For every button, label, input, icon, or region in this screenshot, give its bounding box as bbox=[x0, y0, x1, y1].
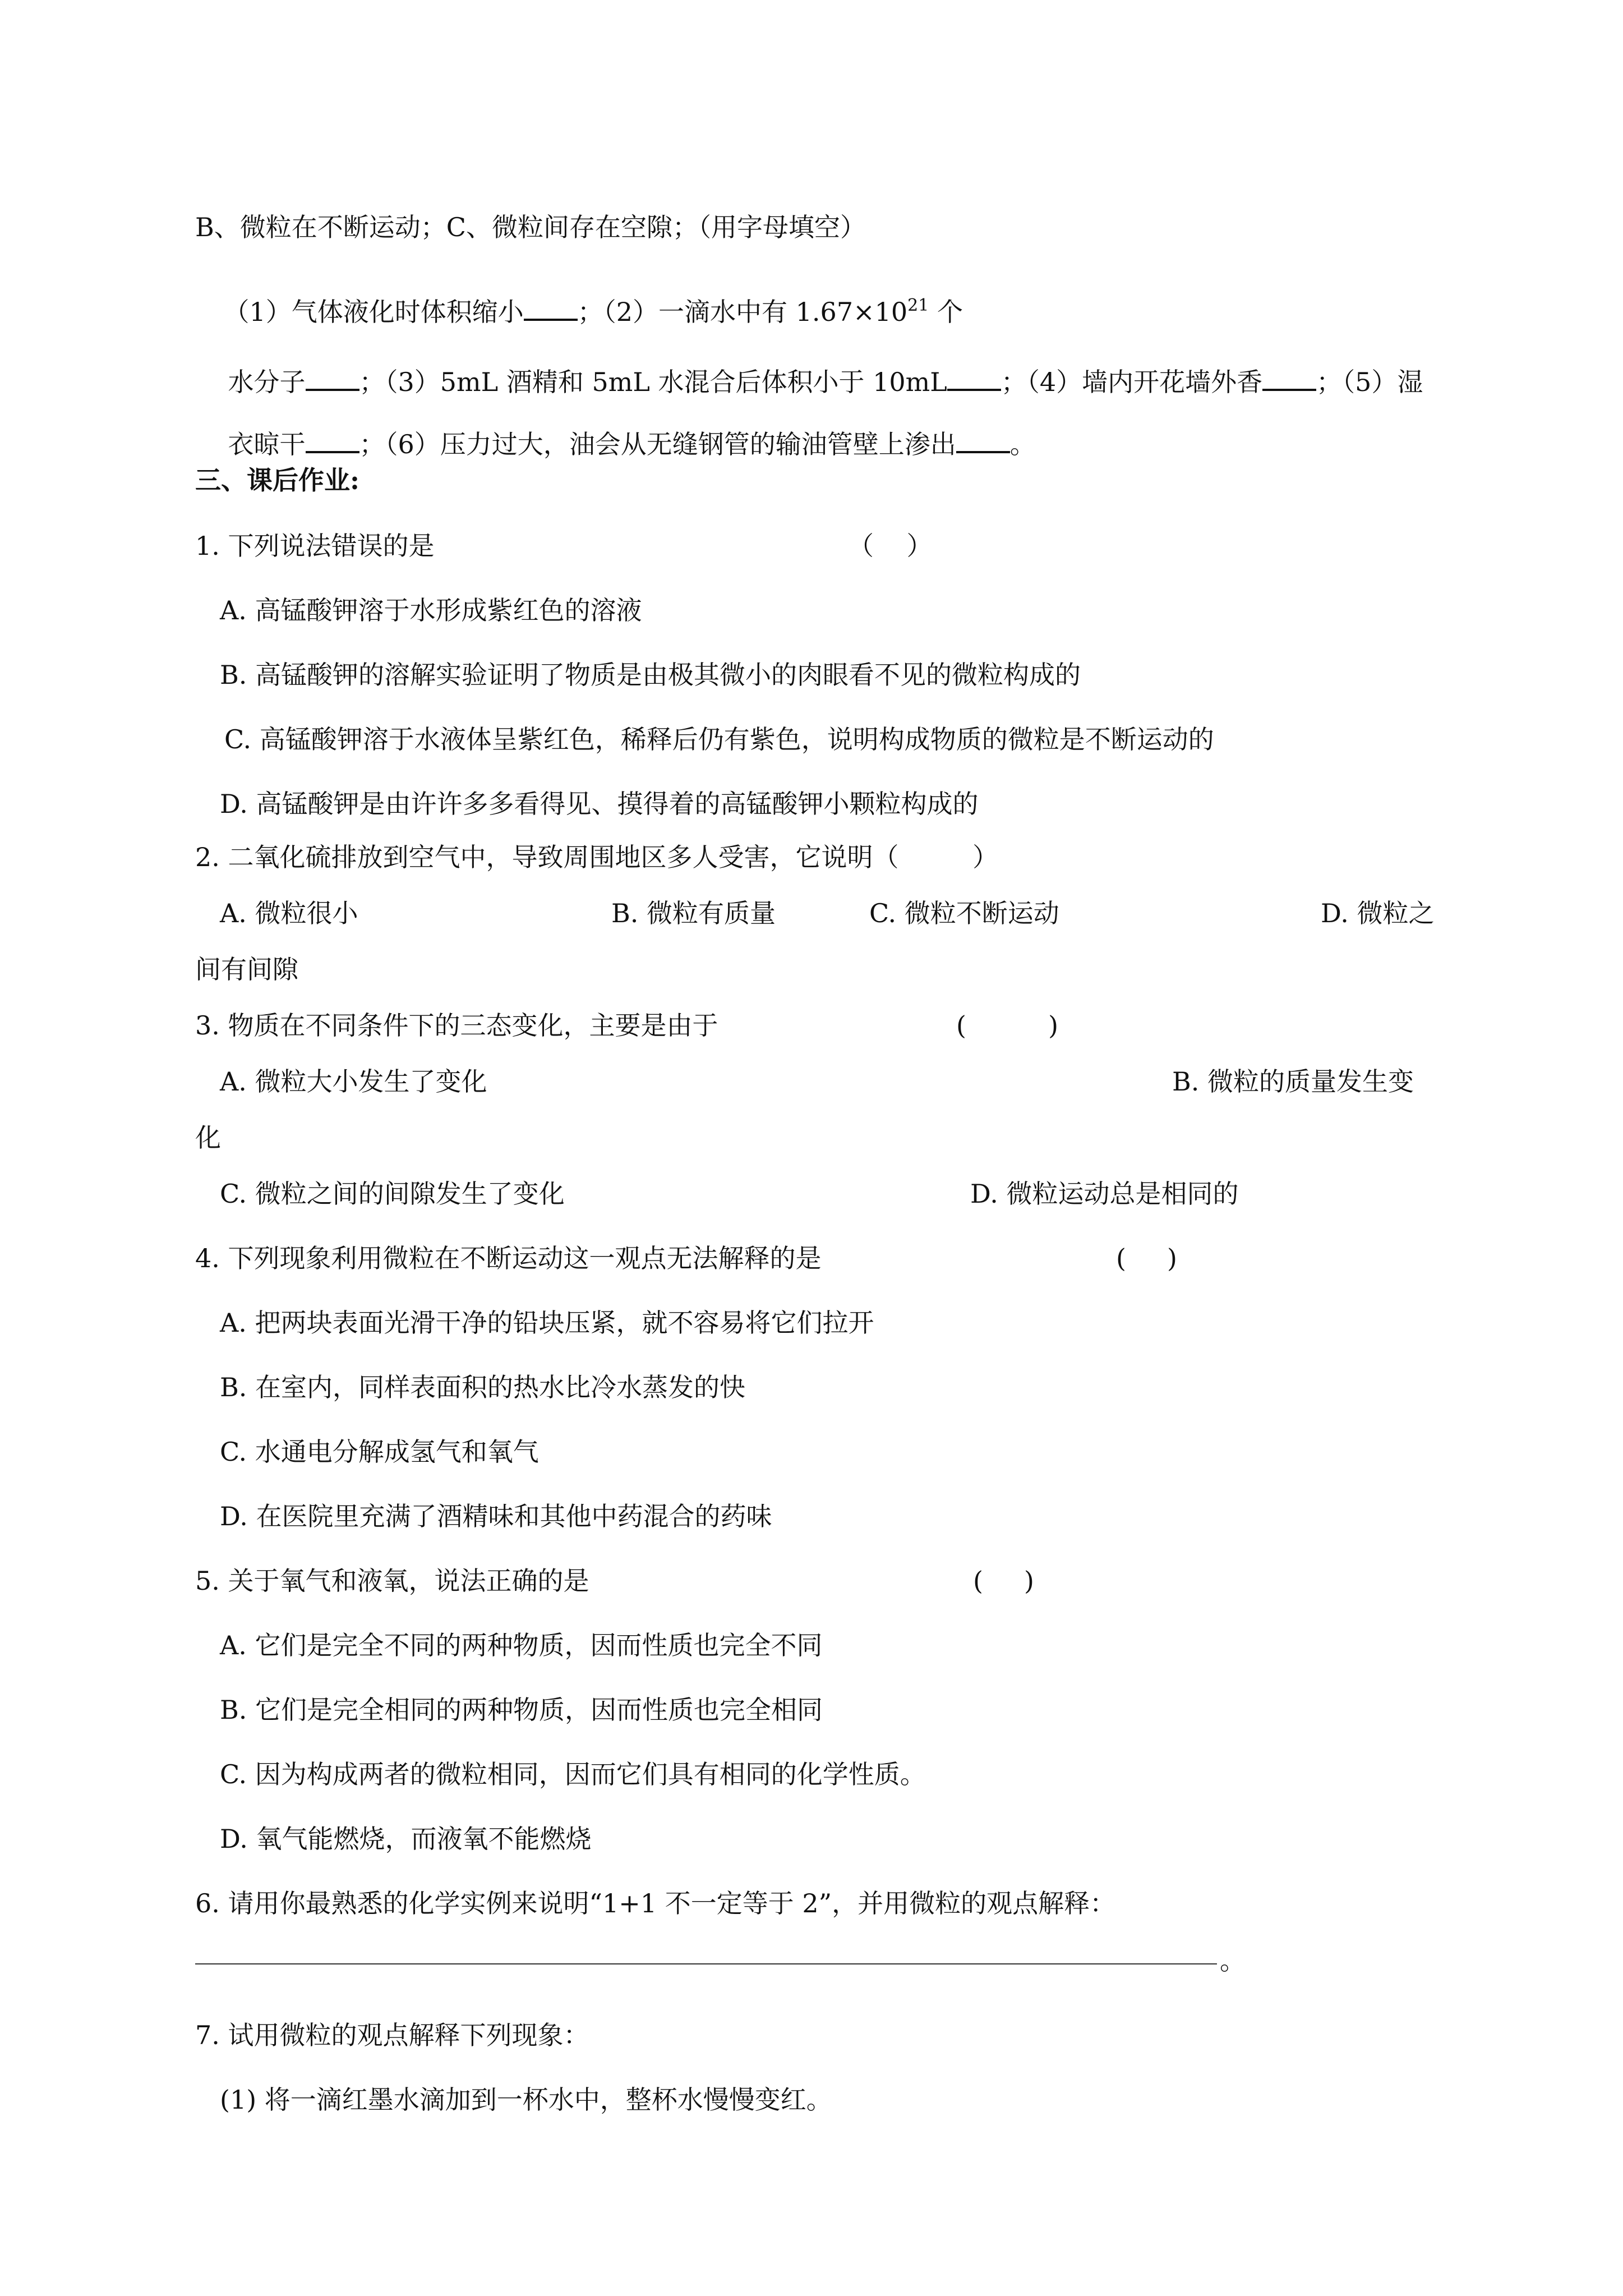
question-4-option-c: C. 水通电分解成氢气和氧气 bbox=[220, 1437, 539, 1467]
question-7-item-1: (1) 将一滴红墨水滴加到一杯水中，整杯水慢慢变红。 bbox=[220, 2085, 832, 2115]
question-5-option-c: C. 因为构成两者的微粒相同，因而它们具有相同的化学性质。 bbox=[220, 1759, 926, 1789]
fill-in-instruction: B、微粒在不断运动；C、微粒间存在空隙；（用字母填空） bbox=[195, 212, 866, 242]
question-5-option-d: D. 氧气能燃烧，而液氧不能燃烧 bbox=[220, 1824, 592, 1854]
question-4-option-b: B. 在室内，同样表面积的热水比冷水蒸发的快 bbox=[220, 1372, 746, 1402]
exponent: 21 bbox=[907, 296, 929, 315]
question-1-option-c: C. 高锰酸钾溶于水液体呈紫红色，稀释后仍有紫色，说明构成物质的微粒是不断运动的 bbox=[224, 724, 1214, 754]
question-5-stem: 5. 关于氧气和液氧，说法正确的是 bbox=[195, 1566, 589, 1596]
question-4-stem: 4. 下列现象利用微粒在不断运动这一观点无法解释的是 bbox=[195, 1243, 822, 1273]
question-2-option-d-cont: 间有间隙 bbox=[195, 954, 298, 984]
question-2-option-a: A. 微粒很小 bbox=[220, 898, 358, 928]
fill-in-2-unit: 个 bbox=[929, 297, 963, 327]
answer-blank-4[interactable] bbox=[1262, 366, 1316, 391]
answer-blank-6[interactable] bbox=[956, 429, 1010, 453]
fill-in-2-cont: 水分子 bbox=[228, 367, 306, 397]
question-4-option-a: A. 把两块表面光滑干净的铅块压紧，就不容易将它们拉开 bbox=[220, 1308, 874, 1338]
question-1-option-d: D. 高锰酸钾是由许许多多看得见、摸得着的高锰酸钾小颗粒构成的 bbox=[220, 789, 979, 819]
question-4-answer-paren[interactable]: ( ) bbox=[1116, 1243, 1178, 1273]
question-1-option-b: B. 高锰酸钾的溶解实验证明了物质是由极其微小的肉眼看不见的微粒构成的 bbox=[220, 660, 1081, 690]
fill-in-1-text: （1）气体液化时体积缩小 bbox=[223, 297, 524, 327]
fill-in-6-end: 。 bbox=[1009, 429, 1036, 459]
question-3-option-b: B. 微粒的质量发生变 bbox=[1172, 1066, 1414, 1097]
question-3-answer-paren[interactable]: ( ) bbox=[956, 1010, 1059, 1041]
fill-in-5-text: ；（5）湿 bbox=[1316, 367, 1423, 397]
answer-blank-2[interactable] bbox=[306, 366, 359, 391]
question-2-option-d: D. 微粒之 bbox=[1321, 898, 1435, 928]
question-4-option-d: D. 在医院里充满了酒精味和其他中药混合的药味 bbox=[220, 1501, 772, 1531]
question-2-stem: 2. 二氧化硫排放到空气中，导致周围地区多人受害，它说明（ ） bbox=[195, 842, 999, 872]
question-3-option-c: C. 微粒之间的间隙发生了变化 bbox=[220, 1179, 565, 1209]
question-1-option-a: A. 高锰酸钾溶于水形成紫红色的溶液 bbox=[220, 595, 642, 625]
answer-blank-5[interactable] bbox=[306, 429, 359, 453]
fill-in-4-text: ；（4）墙内开花墙外香 bbox=[1000, 367, 1263, 397]
fill-in-2-text: ；（2）一滴水中有 1.67×10 bbox=[577, 297, 908, 327]
question-1-answer-paren[interactable]: （ ） bbox=[848, 531, 933, 561]
answer-blank-3[interactable] bbox=[947, 366, 1001, 391]
fill-in-line-1 bbox=[191, 270, 963, 351]
question-7-stem: 7. 试用微粒的观点解释下列现象： bbox=[195, 2020, 589, 2050]
question-6-stem: 6. 请用你最熟悉的化学实例来说明“1+1 不一定等于 2”，并用微粒的观点解释： bbox=[195, 1888, 1116, 1918]
question-2-option-b: B. 微粒有质量 bbox=[611, 898, 776, 928]
question-6-end-mark: 。 bbox=[1220, 1945, 1246, 1976]
fill-in-5-cont: 衣晾干 bbox=[228, 429, 306, 459]
fill-in-3-text: ；（3）5mL 酒精和 5mL 水混合后体积小于 10mL bbox=[359, 367, 947, 397]
question-6-answer-line[interactable] bbox=[195, 1963, 1217, 1964]
question-5-option-a: A. 它们是完全不同的两种物质，因而性质也完全不同 bbox=[220, 1630, 823, 1660]
answer-blank-1[interactable] bbox=[524, 296, 578, 321]
question-1-stem: 1. 下列说法错误的是 bbox=[195, 531, 435, 561]
section-title: 三、课后作业: bbox=[195, 465, 359, 495]
question-2-option-c: C. 微粒不断运动 bbox=[869, 898, 1059, 928]
question-3-stem: 3. 物质在不同条件下的三态变化，主要是由于 bbox=[195, 1010, 718, 1041]
question-5-answer-paren[interactable]: ( ) bbox=[973, 1566, 1035, 1596]
question-3-option-d: D. 微粒运动总是相同的 bbox=[970, 1179, 1239, 1209]
question-3-option-a: A. 微粒大小发生了变化 bbox=[220, 1066, 487, 1097]
question-3-option-b-cont: 化 bbox=[195, 1122, 221, 1153]
fill-in-6-text: ；（6）压力过大，油会从无缝钢管的输油管壁上渗出 bbox=[359, 429, 956, 459]
question-5-option-b: B. 它们是完全相同的两种物质，因而性质也完全相同 bbox=[220, 1695, 823, 1725]
